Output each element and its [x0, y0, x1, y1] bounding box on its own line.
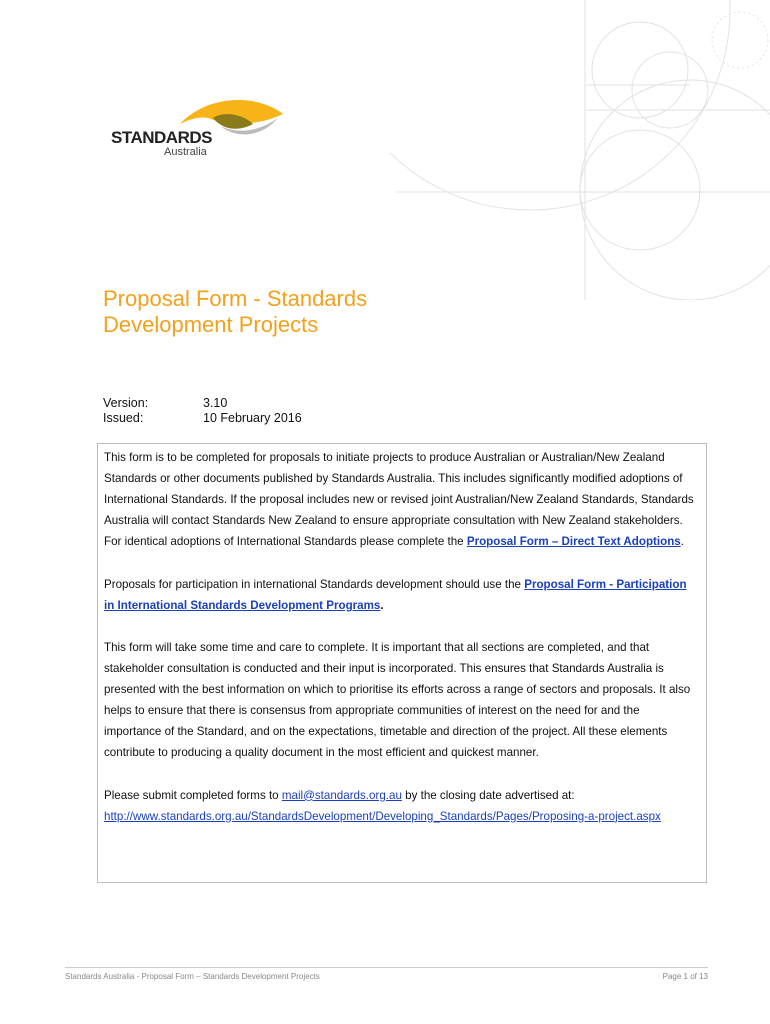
logo-wordmark: STANDARDS [111, 128, 212, 147]
version-value: 3.10 [203, 396, 228, 410]
decorative-circles [390, 0, 770, 300]
text: This form is to be completed for proposals to initiate projects to produce Australian or Australian/New Zealand Standards or other documents published by Standards Australia. This includes significantly modified adoptions of International Standards. If the proposal includes new or revised joint Australian/New Zealand Standards, Standards Australia will contact Standards New Zealand to ensure appropriate consultation with New Zealand stakeholders. For identical adoptions of International Standards please complete the [104, 451, 694, 549]
intro-paragraph [104, 447, 700, 552]
text: Proposals for participation in international Standards development should use the [104, 577, 525, 591]
logo-subtitle: Australia [164, 146, 207, 158]
effort-paragraph: This form will take some time and care to complete. It is important that all sections are completed, and that stakeholder consultation is conducted and their input is incorporated. This ensures that Standards Australia is presented with the best information on which to prioritise its efforts across a range of sectors and proposals. It also helps to ensure that there is consensus from appropriate communities of interest on the need for and the importance of the Standard, and on the expectations, timetable and direction of the project. All these elements contribute to producing a quality document in the most efficient and quickest manner. [104, 640, 691, 760]
proposing-project-url-link[interactable]: http://www.standards.org.au/StandardsDevelopment/Developing_Standards/Pages/Proposing-a-project.aspx [104, 809, 661, 823]
page-number: Page 1 of 13 [662, 972, 708, 981]
document-meta [103, 396, 302, 426]
issued-label: Issued: [103, 411, 144, 425]
page-footer [65, 967, 708, 981]
footer-title: Standards Australia - Proposal Form – Standards Development Projects [65, 972, 320, 981]
direct-text-adoptions-link[interactable]: Proposal Form – Direct Text Adoptions [466, 535, 681, 549]
international-paragraph [104, 574, 700, 616]
text: . [380, 598, 384, 612]
email-link[interactable]: mail@standards.org.au [281, 788, 402, 802]
text: Please submit completed forms to [104, 788, 282, 802]
issued-value: 10 February 2016 [203, 411, 302, 425]
submit-paragraph [104, 785, 700, 827]
page-title: Proposal Form - Standards Development Projects [103, 286, 368, 337]
text: . [680, 535, 684, 549]
intro-box [97, 443, 707, 883]
version-label: Version: [103, 396, 149, 410]
international-programs-link[interactable]: Proposal Form - Participation in International Standards Development Programs [104, 577, 687, 612]
text: by the closing date advertised at: [401, 788, 575, 802]
